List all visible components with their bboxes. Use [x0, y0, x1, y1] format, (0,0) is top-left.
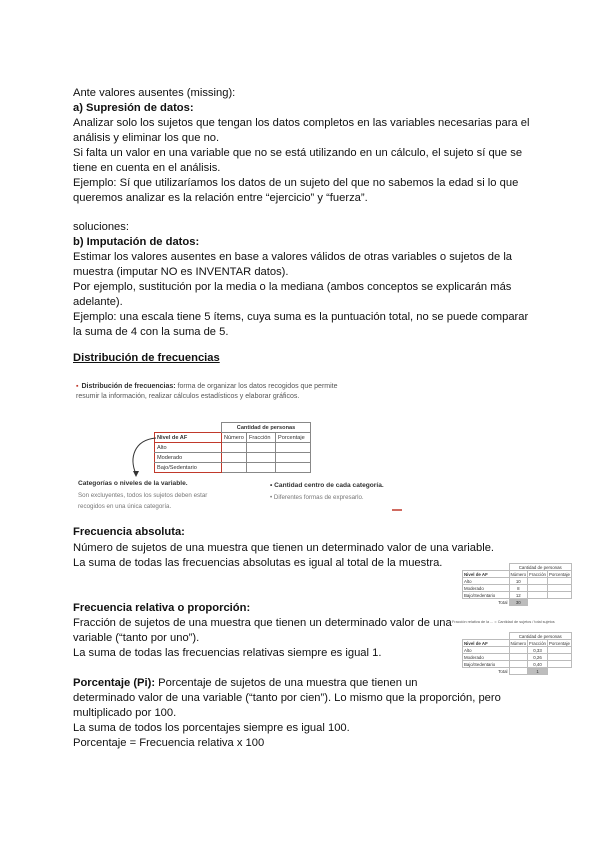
absolute-frequency-heading: Frecuencia absoluta: [73, 526, 185, 538]
bullet-icon: ▪ [76, 383, 79, 390]
relative-frequency-caption: Fracción relativa de la ... = Cantidad de sujetos / total sujetos [452, 620, 555, 624]
paragraph-line: Si falta un valor en una variable que no se está utilizando en un cálculo, el sujeto sí que se [73, 147, 523, 159]
paragraph-line: variable (“tanto por uno”). [73, 632, 200, 644]
figure-table: Cantidad de personas Nivel de AF Número Fracción Porcentaje Alto Moderado Bajo/Sedentario [154, 422, 311, 473]
paragraph-line: La suma de todas las frecuencias relativas siempre es igual 1. [73, 647, 382, 659]
curved-arrow [133, 438, 156, 474]
absolute-frequency-table: Cantidad de personas Nivel de AF Número Fracción Porcentaje Alto 10 Moderado 8 Bajo/Sedentario 12 Total 30 [464, 564, 570, 605]
paragraph-line: Número de sujetos de una muestra que tienen un determinado valor de una variable. [73, 542, 495, 554]
paragraph-line: La suma de todas las frecuencias absolutas es igual al total de la muestra. [73, 557, 443, 569]
paragraph-line: análisis y eliminar los que no. [73, 132, 220, 144]
imputation-heading: b) Imputación de datos: [73, 236, 200, 248]
missing-intro: Ante valores ausentes (missing): [73, 87, 236, 99]
arrow-head [133, 471, 139, 477]
paragraph-line: Fracción de sujetos de una muestra que tienen un determinado valor de una [73, 617, 452, 629]
paragraph-line: Por ejemplo, sustitución por la media o la mediana (ambos conceptos se explicarán más [73, 281, 512, 293]
formula-line: Porcentaje = Frecuencia relativa x 100 [73, 737, 265, 749]
figure-bullet: ▪ Distribución de frecuencias: forma de organizar los datos recogidos que permite resumir la información, realizar cálculos estadísticos y elaborar gráficos. [76, 383, 338, 400]
paragraph-line: Estimar los valores ausentes en base a valores válidos de otras variables o sujetos de la [73, 251, 513, 263]
categories-text: recogidos en una única categoría. [78, 503, 172, 510]
paragraph-line: queremos analizar es la relación entre “ejercicio” y “fuerza”. [73, 192, 368, 204]
percentage-line: Porcentaje (Pi): Porcentaje de sujetos de una muestra que tienen un [73, 677, 418, 689]
paragraph-line: multiplicado por 100. [73, 707, 177, 719]
paragraph-line: adelante). [73, 296, 123, 308]
paragraph-line: la suma de 4 con la suma de 5. [73, 326, 229, 338]
suppression-heading: a) Supresión de datos: [73, 102, 194, 114]
frequency-distribution-figure [74, 378, 404, 512]
forms-bullet: • Diferentes formas de expresarlo. [270, 494, 364, 501]
paragraph-line: determinado valor de una variable (“tanto por cien”). Lo mismo que la proporción, pero [73, 692, 501, 704]
paragraph-line: Ejemplo: Sí que utilizaríamos los datos de un sujeto del que no sabemos la edad si lo que [73, 177, 519, 189]
relative-frequency-table: Cantidad de personas Nivel de AF Número Fracción Porcentaje Alto 0,33 Moderado 0,26 Bajo/Sedentario 0,40 Total 1 [464, 633, 570, 674]
frequency-distribution-heading: Distribución de frecuencias [73, 352, 220, 364]
paragraph-line: La suma de todos los porcentajes siempre es igual 100. [73, 722, 350, 734]
paragraph-line: Analizar solo los sujetos que tengan los datos completos en las variables necesarias para el [73, 117, 530, 129]
categories-label: Categorías o niveles de la variable. [78, 480, 188, 487]
percentage-heading: Porcentaje (Pi): [73, 677, 156, 689]
paragraph-line: Ejemplo: una escala tiene 5 ítems, cuya suma es la puntuación total, no se puede comparar [73, 311, 529, 323]
solutions-label: soluciones: [73, 221, 129, 233]
categories-text: Son excluyentes, todos los sujetos deben estar [78, 492, 208, 499]
quantity-bullet: • Cantidad centro de cada categoría. [270, 482, 384, 489]
paragraph-line: muestra (imputar NO es INVENTAR datos). [73, 266, 289, 278]
paragraph-line: tiene en cuenta en el análisis. [73, 162, 221, 174]
relative-frequency-heading: Frecuencia relativa o proporción: [73, 602, 251, 614]
